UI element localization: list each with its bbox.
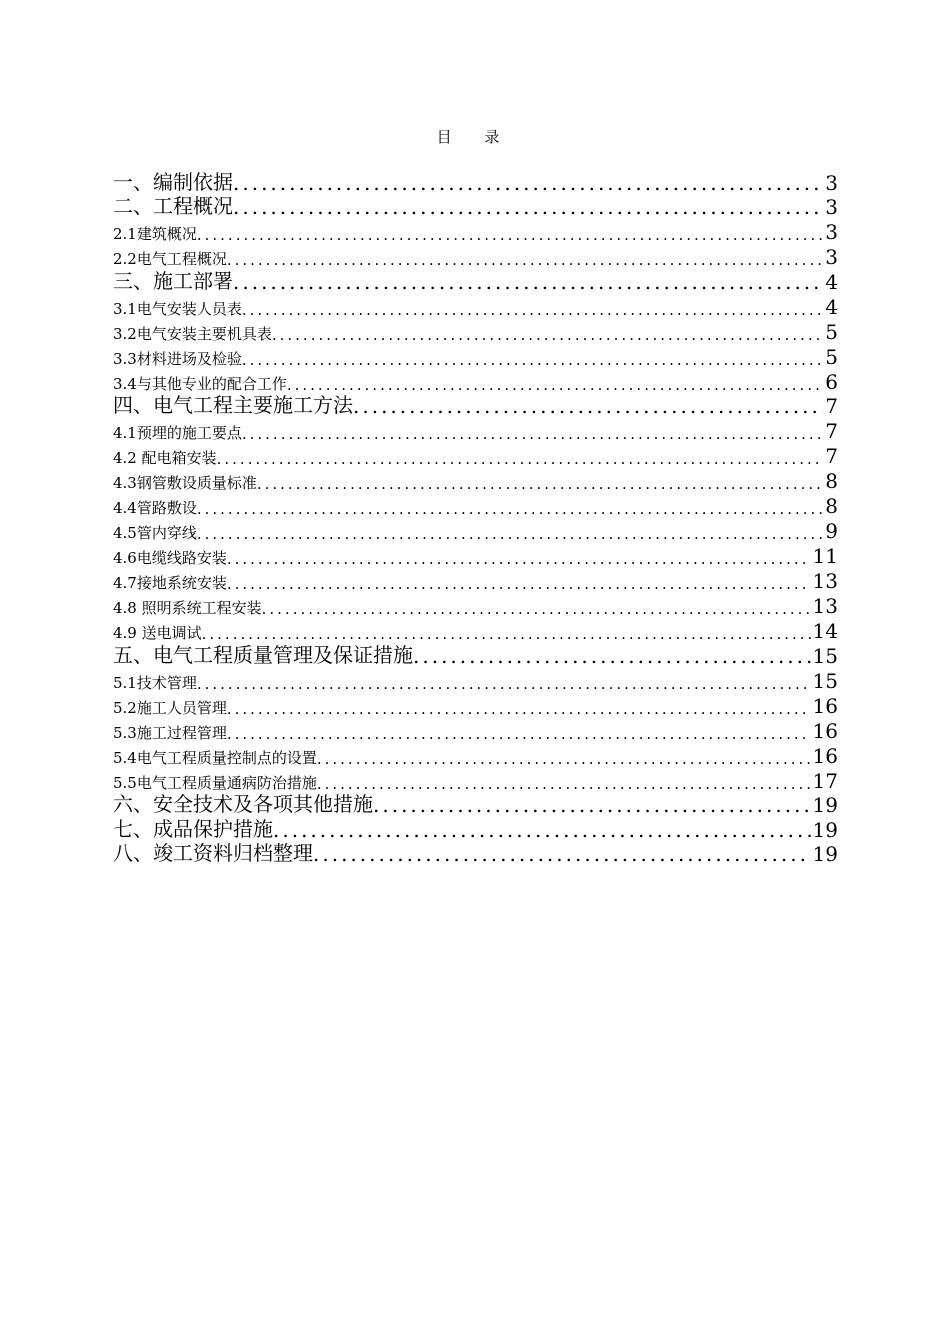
toc-entry-label: 3.4与其他专业的配合工作: [113, 374, 287, 393]
toc-entry-page: 7: [825, 419, 838, 443]
toc-leader-dots: [227, 575, 811, 593]
toc-entry[interactable]: [113, 369, 838, 394]
toc-entry-label: 六、安全技术及各项其他措施: [113, 792, 373, 816]
toc-leader-dots: [197, 226, 823, 244]
toc-entry-page: 5: [825, 344, 838, 369]
toc-entry-page: 16: [812, 693, 838, 718]
toc-leader-dots: [353, 394, 823, 418]
toc-leader-dots: [197, 500, 823, 518]
toc-leader-dots: [242, 425, 823, 443]
toc-entry-page: 3: [825, 195, 838, 219]
toc-entry-page: 15: [812, 643, 838, 668]
toc-entry[interactable]: [113, 643, 838, 668]
toc-entry-label: 4.6电缆线路安装: [113, 549, 227, 567]
toc-entry-page: 3: [825, 170, 838, 195]
toc-entry[interactable]: [113, 593, 838, 618]
toc-entry[interactable]: [113, 743, 838, 768]
toc-leader-dots: [373, 793, 811, 817]
toc-entry-label: 七、成品保护措施: [113, 817, 273, 841]
toc-entry[interactable]: [113, 793, 838, 818]
toc-leader-dots: [197, 525, 823, 543]
toc-leader-dots: [233, 171, 823, 195]
toc-leader-dots: [227, 700, 811, 718]
toc-entry-label: 5.4电气工程质量控制点的设置: [113, 748, 317, 767]
toc-entry-label: 5.1技术管理: [113, 673, 197, 692]
toc-leader-dots: [242, 351, 823, 369]
toc-entry[interactable]: [113, 244, 838, 269]
toc-entry-label: 5.5电气工程质量通病防治措施: [113, 773, 317, 792]
toc-entry-label: 八、竣工资料归档整理: [113, 841, 313, 865]
toc-entry-label: 3.3材料进场及检验: [113, 349, 242, 368]
toc-leader-dots: [227, 251, 823, 269]
toc-leader-dots: [233, 195, 823, 219]
toc-entry-label: 4.7接地系统安装: [113, 574, 227, 592]
toc-entry-label: 3.1电气安装人员表: [113, 299, 242, 318]
toc-entry[interactable]: [113, 842, 838, 867]
toc-entry-label: 3.2电气安装主要机具表: [113, 324, 272, 343]
toc-entry-page: 16: [812, 743, 838, 768]
toc-entry-page: 3: [825, 245, 838, 269]
toc-entry-label: 2.1建筑概况: [113, 225, 197, 243]
toc-entry-label: 4.1预埋的施工要点: [113, 424, 242, 442]
toc-entry-label: 三、施工部署: [113, 269, 233, 293]
toc-leader-dots: [242, 301, 823, 319]
toc-entry[interactable]: [113, 718, 838, 743]
toc-entry-label: 5.3施工过程管理: [113, 723, 227, 742]
toc-leader-dots: [262, 600, 811, 618]
toc-entry-label: 5.2施工人员管理: [113, 698, 227, 717]
toc-entry[interactable]: [113, 468, 838, 493]
toc-leader-dots: [233, 270, 823, 294]
toc-entry[interactable]: [113, 418, 838, 443]
toc-entry-label: 二、工程概况: [113, 194, 233, 218]
toc-leader-dots: [202, 625, 811, 643]
toc-entry[interactable]: [113, 493, 838, 518]
toc-entry-page: 4: [825, 269, 838, 294]
toc-leader-dots: [257, 475, 823, 493]
toc-entry[interactable]: [113, 518, 838, 543]
toc-entry[interactable]: [113, 170, 838, 195]
toc-entry-page: 7: [825, 394, 838, 418]
toc-entry[interactable]: [113, 394, 838, 419]
toc-entry-page: 17: [812, 768, 838, 793]
toc-leader-dots: [272, 326, 823, 344]
toc-entry-label: 4.9 送电调试: [113, 624, 202, 642]
toc-entry[interactable]: [113, 568, 838, 593]
toc-entry-page: 16: [812, 718, 838, 743]
toc-entry[interactable]: [113, 618, 838, 643]
toc-entry-page: 19: [812, 817, 838, 842]
toc-entry[interactable]: [113, 817, 838, 842]
toc-entry-page: 8: [825, 469, 838, 493]
toc-leader-dots: [413, 644, 811, 668]
toc-entry-page: 7: [825, 444, 838, 468]
toc-leader-dots: [317, 750, 811, 768]
toc-entry-page: 9: [825, 519, 838, 543]
toc-leader-dots: [287, 376, 823, 394]
toc-entry-page: 4: [825, 294, 838, 319]
toc-leader-dots: [227, 550, 811, 568]
toc-entry-page: 13: [812, 569, 838, 593]
toc-entry[interactable]: [113, 269, 838, 294]
toc-entry[interactable]: [113, 319, 838, 344]
toc-leader-dots: [227, 725, 811, 743]
toc-entry[interactable]: [113, 195, 838, 220]
toc-entry-page: 11: [812, 544, 838, 568]
toc-leader-dots: [197, 675, 811, 693]
toc-entry[interactable]: [113, 693, 838, 718]
toc-entry-label: 4.4管路敷设: [113, 499, 197, 517]
toc-entry-page: 15: [812, 668, 838, 693]
toc-leader-dots: [217, 450, 824, 468]
toc-entry[interactable]: [113, 443, 838, 468]
toc-entry-label: 4.3钢管敷设质量标准: [113, 474, 257, 492]
toc-entry-page: 5: [825, 319, 838, 344]
toc-entry-label: 五、电气工程质量管理及保证措施: [113, 643, 413, 667]
toc-entry-page: 8: [825, 494, 838, 518]
toc-entry-page: 13: [812, 594, 838, 618]
toc-entry[interactable]: [113, 294, 838, 319]
toc-entry[interactable]: [113, 543, 838, 568]
toc-entry-page: 19: [812, 842, 838, 866]
toc-entry[interactable]: [113, 768, 838, 793]
toc-leader-dots: [313, 842, 811, 866]
toc-title: 目 录: [436, 128, 514, 146]
toc-leader-dots: [273, 818, 811, 842]
toc-entry-page: 3: [825, 220, 838, 244]
toc-entry[interactable]: [113, 344, 838, 369]
toc-entry-label: 4.5管内穿线: [113, 524, 197, 542]
toc-entry-page: 19: [812, 793, 838, 817]
toc-entry-page: 14: [812, 619, 838, 643]
toc-entry-label: 4.8 照明系统工程安装: [113, 599, 262, 617]
toc-entry-page: 6: [825, 369, 838, 394]
toc-entry-label: 一、编制依据: [113, 170, 233, 194]
toc-entry-label: 2.2电气工程概况: [113, 250, 227, 268]
toc-entry-label: 四、电气工程主要施工方法: [113, 393, 353, 417]
toc-entry-label: 4.2 配电箱安装: [113, 449, 217, 467]
toc-entry[interactable]: [113, 219, 838, 244]
toc-entry[interactable]: [113, 668, 838, 693]
toc-leader-dots: [317, 775, 811, 793]
table-of-contents: [113, 170, 838, 866]
